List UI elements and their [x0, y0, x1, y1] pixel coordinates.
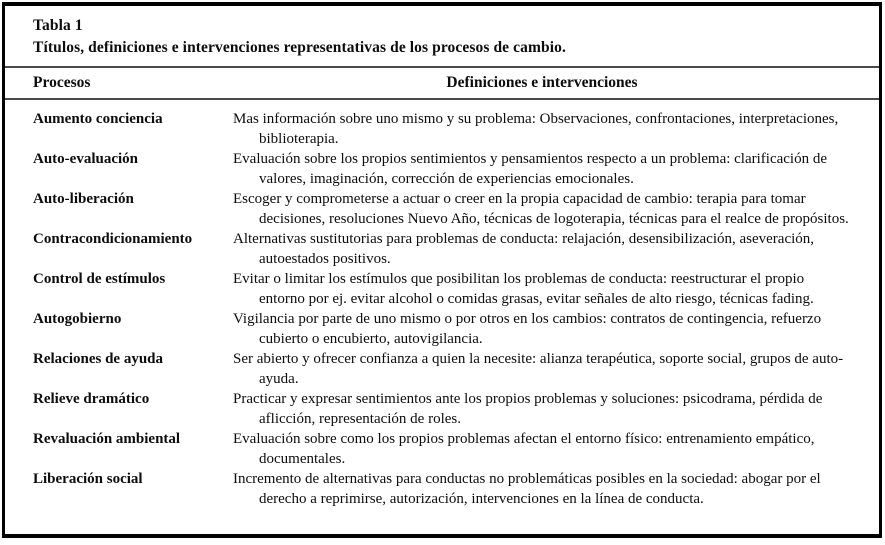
- process-definition: Evitar o limitar los estímulos que posibilitan los problemas de conducta: reestructurar el propio entorno por ej. evitar alcohol o comidas grasas, evitar señales de alto riesgo, técnicas fading.: [233, 271, 814, 307]
- process-name: Aumento conciencia: [33, 111, 163, 127]
- process-definition: Practicar y expresar sentimientos ante los propios problemas y soluciones: psicodrama, pérdida de aflicción, representación de roles.: [233, 391, 823, 427]
- table-row: [33, 389, 851, 429]
- table-header-row: [5, 66, 879, 100]
- process-name: Revaluación ambiental: [33, 431, 181, 447]
- table-body: [5, 100, 879, 509]
- table-row: [33, 269, 851, 309]
- process-definition: Alternativas sustitutorias para problemas de conducta: relajación, desensibilización, aseveración, autoestados positivos.: [233, 231, 815, 267]
- column-header-definitions: Definiciones e intervenciones: [446, 74, 638, 91]
- table-row: [33, 109, 851, 149]
- process-definition: Evaluación sobre los propios sentimientos y pensamientos respecto a un problema: clarificación de valores, imaginación, corrección de experiencias emocionales.: [233, 151, 827, 187]
- process-name: Contracondicionamiento: [33, 231, 193, 247]
- table-row: [33, 189, 851, 229]
- process-definition: Ser abierto y ofrecer confianza a quien la necesite: alianza terapéutica, soporte social, grupos de auto-ayuda.: [233, 351, 844, 387]
- process-name: Auto-evaluación: [33, 151, 138, 167]
- table-title-block: [5, 6, 879, 66]
- table-row: [33, 309, 851, 349]
- process-name: Liberación social: [33, 471, 143, 487]
- table-caption: Títulos, definiciones e intervenciones representativas de los procesos de cambio.: [33, 39, 566, 56]
- table-row: [33, 149, 851, 189]
- process-definition: Mas información sobre uno mismo y su problema: Observaciones, confrontaciones, interpretaciones, biblioterapia.: [233, 111, 839, 147]
- process-name: Relaciones de ayuda: [33, 351, 164, 367]
- process-definition: Evaluación sobre como los propios problemas afectan el entorno físico: entrenamiento empático, documentales.: [233, 431, 815, 467]
- process-name: Auto-liberación: [33, 191, 134, 207]
- column-header-processes: Procesos: [33, 74, 91, 91]
- process-definition: Vigilancia por parte de uno mismo o por otros en los cambios: contratos de contingencia, refuerzo cubierto o encubierto, autovigilancia.: [233, 311, 822, 347]
- process-name: Autogobierno: [33, 311, 122, 327]
- process-name: Control de estímulos: [33, 271, 166, 287]
- process-name: Relieve dramático: [33, 391, 150, 407]
- table-row: [33, 469, 851, 509]
- table-1: [2, 2, 882, 538]
- table-row: [33, 229, 851, 269]
- process-definition: Incremento de alternativas para conductas no problemáticas posibles en la sociedad: abogar por el derecho a reprimirse, autorización, intervenciones en la línea de conducta.: [233, 471, 821, 507]
- table-row: [33, 429, 851, 469]
- table-label: Tabla 1: [33, 17, 83, 34]
- process-definition: Escoger y comprometerse a actuar o creer en la propia capacidad de cambio: terapia para tomar decisiones, resoluciones Nuevo Año, técnicas de logoterapia, técnicas para el realce de propósitos.: [233, 191, 849, 227]
- table-row: [33, 349, 851, 389]
